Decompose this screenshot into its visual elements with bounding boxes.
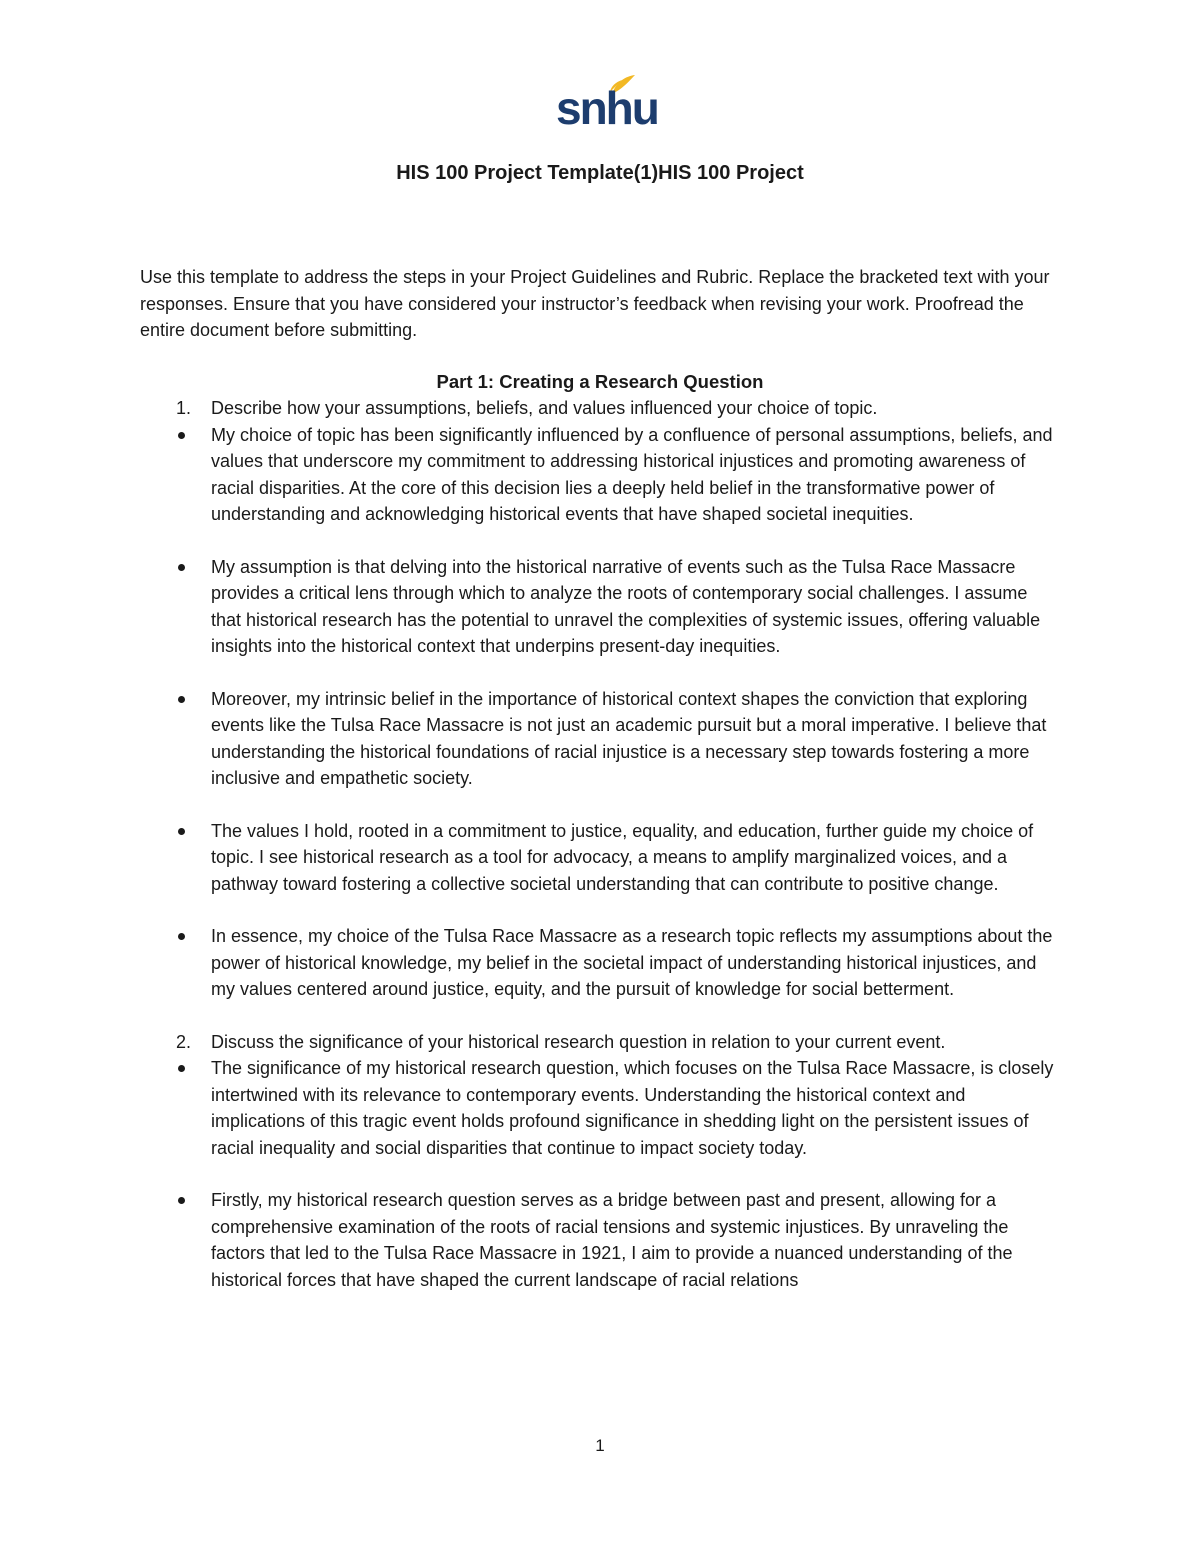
bullet-item: [0, 1055, 1061, 1161]
bullet-item: [0, 554, 1061, 660]
bullet-icon: [178, 564, 185, 571]
bullet-icon: [178, 1065, 185, 1072]
item-text: My choice of topic has been significantly influenced by a confluence of personal assumptions, beliefs, and values that underscore my commitment to addressing historical injustices and promoting awareness of racial disparities. At the core of this decision lies a deeply held belief in the transformative power of understanding and acknowledging historical events that have shaped societal inequities.: [211, 424, 1053, 524]
snhu-logo: [556, 74, 658, 134]
bullet-icon: [178, 696, 185, 703]
bullet-item: [0, 686, 1061, 792]
item-text: Moreover, my intrinsic belief in the importance of historical context shapes the conviction that exploring events like the Tulsa Race Massacre is not just an academic pursuit but a moral imperative. I believe that understanding the historical foundations of racial injustice is a necessary step towards fostering a more inclusive and empathetic society.: [211, 688, 1047, 788]
item-text: The significance of my historical research question, which focuses on the Tulsa Race Massacre, is closely intertwined with its relevance to contemporary events. Understanding the historical context and implications of this tragic event holds profound significance in shedding light on the persistent issues of racial inequality and social disparities that continue to impact society today.: [211, 1058, 1054, 1158]
bullet-item: [0, 818, 1061, 898]
intro-paragraph: Use this template to address the steps in your Project Guidelines and Rubric. Replace the bracketed text with your responses. Ensure that you have considered your instructor’s feedback when revising your work. Proofread the entire document before submitting.: [140, 267, 1050, 340]
spacer: [0, 528, 1200, 554]
item-text: In essence, my choice of the Tulsa Race Massacre as a research topic reflects my assumptions about the power of historical knowledge, my belief in the societal impact of understanding historical injustices, and my values centered around justice, equity, and the pursuit of knowledge for social betterment.: [211, 926, 1053, 999]
bullet-item: [0, 422, 1061, 528]
spacer: [0, 792, 1200, 818]
item-text: Discuss the significance of your historical research question in relation to your current event.: [211, 1031, 946, 1052]
numbered-item: [0, 395, 1061, 422]
item-text: Firstly, my historical research question serves as a bridge between past and present, allowing for a comprehensive examination of the roots of racial tensions and systemic injustices. By unraveling the factors that led to the Tulsa Race Massacre in 1921, I aim to provide a nuanced understanding of the historical forces that have shaped the current landscape of racial relations: [211, 1190, 1013, 1290]
bullet-icon: [178, 828, 185, 835]
bullet-item: [0, 1187, 1061, 1293]
bullet-icon: [178, 933, 185, 940]
document-body: [0, 395, 1200, 1293]
bullet-icon: [178, 432, 185, 439]
page-number: 1: [595, 1436, 605, 1455]
bullet-item: [0, 923, 1061, 1003]
spacer: [0, 897, 1200, 923]
list-number: 2.: [176, 1031, 192, 1052]
numbered-item: [0, 1029, 1061, 1056]
item-text: My assumption is that delving into the historical narrative of events such as the Tulsa Race Massacre provides a critical lens through which to analyze the roots of contemporary social challenges. I assume that historical research has the potential to unravel the complexities of systemic issues, offering valuable insights into the historical context that underpins present-day inequities.: [211, 556, 1041, 656]
document-title: HIS 100 Project Template(1)HIS 100 Project: [396, 162, 804, 184]
list-number: 1.: [176, 398, 192, 418]
spacer: [0, 660, 1200, 686]
spacer: [0, 1003, 1200, 1029]
logo-text: snhu: [556, 82, 658, 134]
item-text: Describe how your assumptions, beliefs, and values influenced your choice of topic.: [211, 398, 878, 418]
part-heading: Part 1: Creating a Research Question: [436, 371, 764, 392]
item-text: The values I hold, rooted in a commitment to justice, equality, and education, further guide my choice of topic. I see historical research as a tool for advocacy, a means to amplify marginalized voices, and a pathway toward fostering a collective societal understanding that can contribute to positive change.: [211, 820, 1034, 894]
bullet-icon: [178, 1197, 185, 1204]
spacer: [0, 1161, 1200, 1187]
